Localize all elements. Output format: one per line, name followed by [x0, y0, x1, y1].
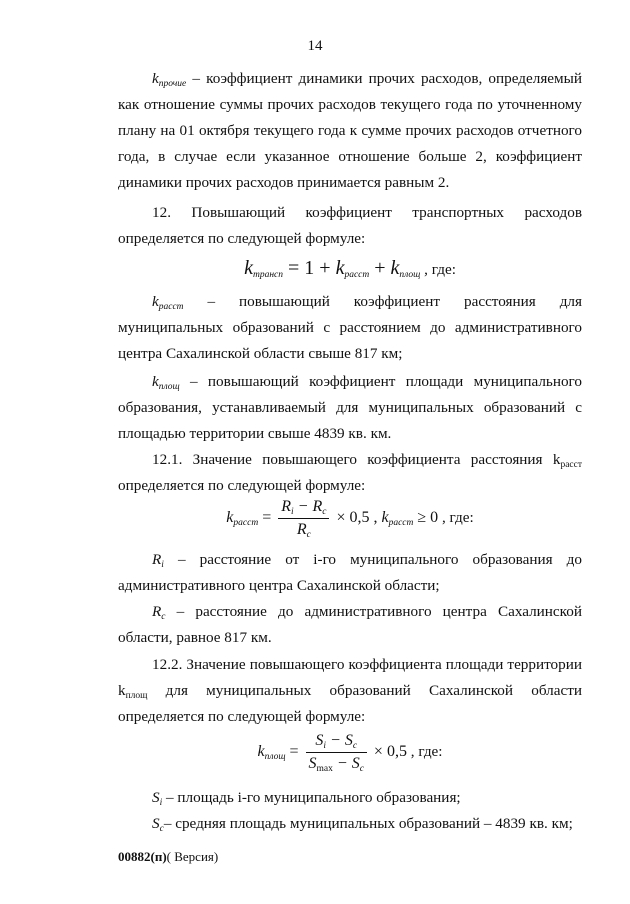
var-sub: i: [159, 798, 163, 808]
formula-sub: c: [352, 741, 358, 751]
formula-tail: , где:: [438, 509, 474, 527]
formula-var: k: [390, 257, 400, 279]
formula-sub: трансп: [252, 270, 283, 280]
formula-sub: площ: [399, 270, 421, 280]
var-sub: площ: [125, 691, 148, 701]
formula-op: = 1 +: [283, 257, 336, 279]
formula-sub: площ: [264, 752, 286, 763]
formula-tail: , где:: [406, 743, 443, 761]
formula-sub: c: [306, 530, 311, 540]
formula-k-plosch: [118, 730, 582, 775]
paragraph-s-i: [118, 785, 582, 811]
formula-var: R: [296, 521, 307, 538]
var-sub: i: [161, 560, 164, 570]
paragraph-k-rasst: [118, 289, 582, 367]
formula-sub: c: [322, 507, 327, 517]
document-version: ( Версия): [166, 849, 219, 864]
paragraph-text: – площадь i-го муниципального образования;: [162, 789, 461, 806]
paragraph-text: для муниципальных образований Сахалинской области определяется по следующей формуле:: [118, 682, 582, 725]
formula-sub: max: [316, 764, 333, 774]
var-sub: расст: [158, 302, 184, 312]
formula-var: k: [381, 509, 389, 527]
paragraph-text: – расстояние от i-го муниципального образования до административного центра Сахалинской области;: [118, 551, 582, 594]
paragraph-text: 12.1. Значение повышающего коэффициента расстояния k: [152, 451, 561, 468]
var-r: R: [152, 603, 162, 620]
var-s: S: [152, 815, 160, 832]
fraction-numerator: [306, 730, 367, 753]
paragraph-text: – коэффициент динамики прочих расходов, определяемый как отношение суммы прочих расходов текущего года по уточненному плану на 01 октября текущего года к сумме прочих расходов отчетного года, в случае если указанное отношение больше 2, коэффициент динамики прочих расходов принимается равным 2.: [118, 70, 582, 191]
formula-var: k: [226, 509, 234, 527]
formula-sub: i: [291, 507, 294, 517]
formula-sub: c: [359, 764, 364, 774]
fraction-numerator: [278, 496, 329, 519]
document-code: 00882(п): [118, 849, 167, 864]
paragraph-text: 12.2. Значение повышающего коэффициента площади территории k: [118, 656, 582, 699]
formula-var: − S: [332, 755, 360, 772]
fraction-denominator: [278, 519, 329, 541]
formula-var: S: [308, 755, 317, 772]
formula-op: =: [285, 743, 303, 761]
var-k: k: [152, 293, 159, 310]
formula-sub: расст: [233, 518, 259, 529]
formula-fraction: [306, 730, 367, 775]
formula-var: − R: [293, 498, 323, 515]
formula-op: =: [258, 509, 276, 527]
document-footer: [118, 849, 218, 865]
formula-var: k: [335, 257, 345, 279]
var-sub: расст: [560, 460, 582, 470]
paragraph-text: – расстояние до административного центра Сахалинской области, равное 817 км.: [118, 603, 582, 646]
paragraph-item-12-1: [118, 447, 582, 499]
formula-op: × 0,5: [369, 743, 407, 761]
formula-var: S: [315, 732, 324, 749]
paragraph-text: – средняя площадь муниципальных образований – 4839 кв. км;: [163, 815, 573, 832]
formula-var: k: [244, 257, 253, 279]
var-r: R: [152, 551, 162, 568]
formula-tail: , где:: [420, 261, 456, 278]
paragraph-k-prochie: [118, 66, 582, 196]
formula-op: ,: [369, 509, 382, 527]
paragraph-text: – повышающий коэффициент расстояния для муниципальных образований с расстоянием до административного центра Сахалинской области свыше 817 км;: [118, 293, 582, 362]
var-k: k: [152, 70, 159, 87]
page-number: 14: [307, 38, 323, 54]
formula-sub: i: [323, 741, 327, 751]
formula-op: +: [369, 257, 391, 279]
paragraph-text: – повышающий коэффициент площади муниципального образования, устанавливаемый для муниципальных образований с площадью территории свыше 4839 кв. км.: [118, 373, 582, 442]
formula-op: × 0,5: [332, 509, 370, 527]
formula-var: − S: [326, 732, 353, 749]
var-sub: площ: [158, 382, 180, 392]
paragraph-item-12: 12. Повышающий коэффициент транспортных расходов определяется по следующей формуле:: [118, 204, 582, 247]
paragraph-text: определяется по следующей формуле:: [118, 477, 366, 494]
var-sub: c: [159, 824, 164, 834]
paragraph-item-12-2: [118, 652, 582, 730]
formula-var: R: [281, 498, 291, 515]
formula-fraction: [278, 496, 329, 541]
paragraph-s-c: [118, 811, 582, 837]
var-s: S: [152, 789, 160, 806]
formula-op: ≥ 0: [413, 509, 439, 527]
formula-k-transp: [118, 254, 582, 284]
formula-sub: расст: [344, 270, 370, 280]
var-k: k: [152, 373, 159, 390]
formula-k-rasst: [118, 496, 582, 541]
formula-sub: расст: [388, 518, 414, 529]
fraction-denominator: [306, 753, 367, 775]
var-sub: прочие: [158, 79, 187, 89]
paragraph-k-plosch: [118, 369, 582, 447]
paragraph-r-c: [118, 599, 582, 651]
formula-var: k: [257, 743, 265, 761]
var-sub: c: [161, 612, 166, 622]
paragraph-r-i: [118, 547, 582, 599]
